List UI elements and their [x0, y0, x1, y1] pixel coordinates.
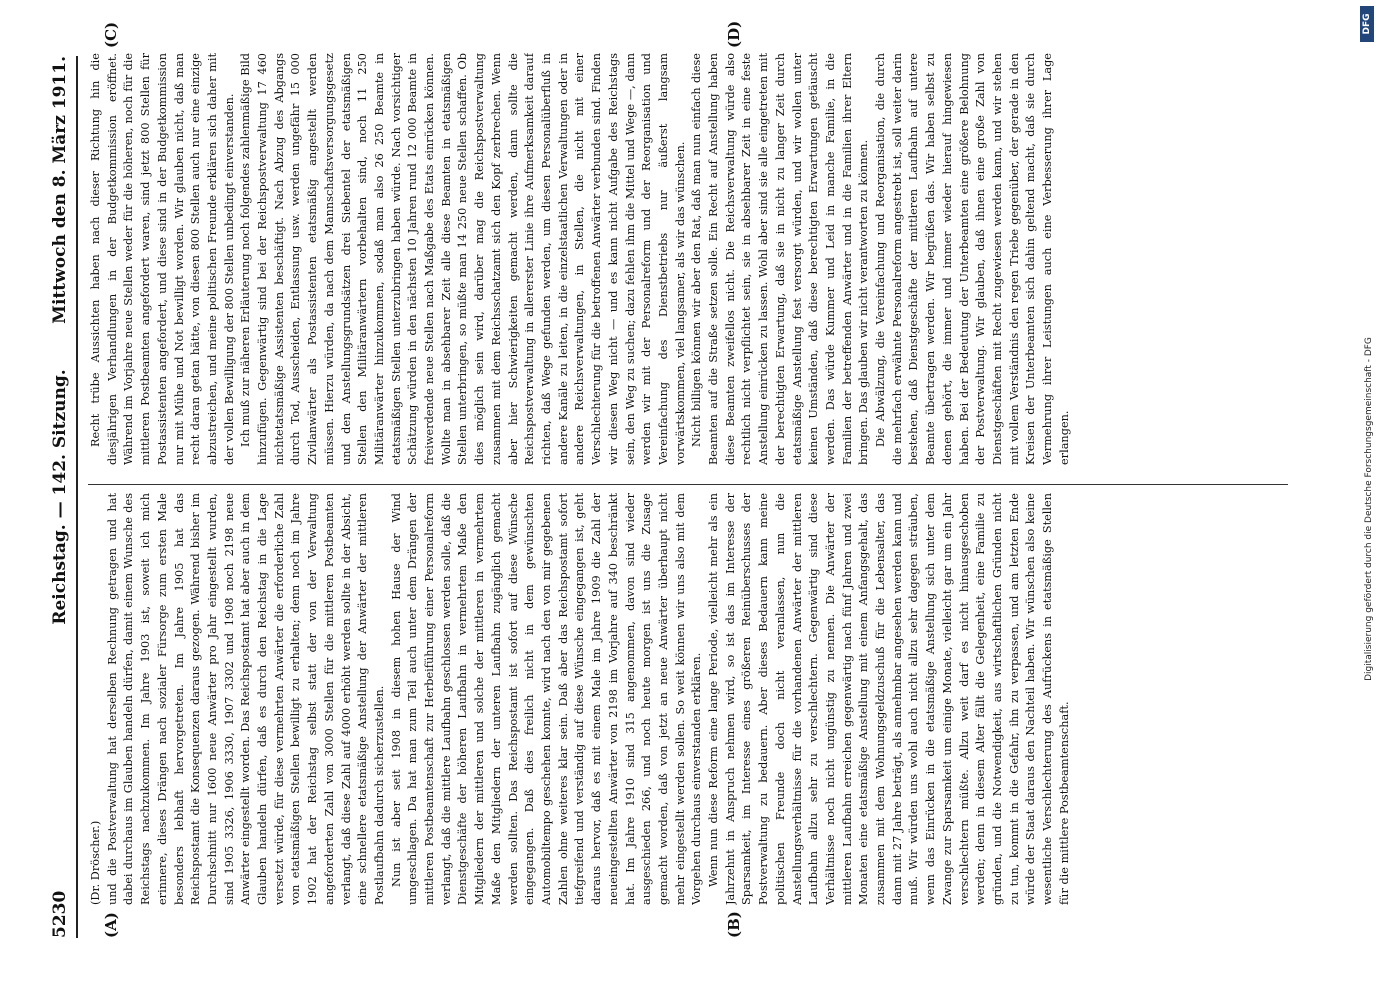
text-column-left	[88, 493, 1288, 905]
session-title: Reichstag. — 142. Sitzung.	[50, 369, 70, 625]
digitization-credit: Digitalisierung gefördert durch die Deutsche Forschungsgemeinschaft - DFG	[1364, 337, 1374, 681]
margin-letter-b: (B)	[725, 911, 743, 938]
session-date: Mittwoch den 8. März 1911.	[50, 56, 70, 324]
page-header	[50, 56, 72, 938]
margin-letter-c: (C)	[102, 21, 120, 48]
paragraph: Nicht billigen können wir aber den Rat, daß man nun einfach diese Beamten auf die Straße setzen solle. Ein Recht auf Anstellung haben diese Beamten zweifellos nicht. Die Reichsverwaltung würde also rechtlich nicht verpflichtet sein, sie in absehbarer Zeit in eine feste Anstellung einrücken zu lassen. Wohl aber sind sie alle eingetreten mit der berechtigten Erwartung, daß sie in nicht zu langer Zeit durch etatsmäßige Anstellung fest versorgt würden, und wir wollen unter keinen Umständen, daß diese berechtigten Erwartungen getäuscht werden. Das würde Kummer und Leid in manche Familie, in die Familien der betreffenden Anwärter und in die Familien ihrer Eltern bringen. Das glauben wir nicht verantworten zu können.	[690, 53, 871, 465]
page-number: 5230	[50, 890, 70, 938]
paragraph: Die Abwälzung, die Vereinfachung und Reorganisation, die durch die mehrfach erwähnte Personalreform angestrebt ist, soll weiter darin bestehen, daß Dienstgeschäfte der mittleren Laufbahn auf untere Beamte übertragen werden. Wir begrüßen das. Wir haben selbst zu denen gehört, die immer und immer wieder hierauf hingewiesen haben. Bei der Bedeutung der Unterbeamten eine größere Belohnung der Postverwaltung. Wir glauben, daß ihnen eine große Zahl von Dienstgeschäften mit Recht zugewiesen werden kann, und wir stehen mit vollem Verständnis den regen Triebe gegenüber, der gerade in den Kreisen der Unterbeamten sich dahin geltend macht, daß sie durch Vermehrung ihrer Leistungen auch eine Verbesserung ihrer Lage erlangen.	[874, 53, 1071, 465]
text-column-right	[88, 53, 1288, 465]
margin-letter-a: (A)	[102, 912, 120, 938]
dfg-logo: DFG	[1360, 6, 1374, 42]
paragraph: Recht trübe Aussichten haben nach dieser Richtung hin die diesjährigen Verhandlungen in der Budgetkommission eröffnet. Während im Vorjahre neue Stellen weder für die höheren, noch für die mittleren Postbeamten angefordert waren, sind jetzt 800 Stellen für Postassistenten angefordert, und diese sind in der Budgetkommission nur mit Mühe und Not bewilligt worden. Wir glauben nicht, daß man recht daran getan hätte, von diesen 800 Stellen auch nur eine einzige abzustreichen, und meine politischen Freunde erklären sich daher mit der vollen Bewilligung der 800 Stellen unbedingt einverstanden.	[89, 53, 236, 465]
paragraph: Wenn nun diese Reform eine lange Periode, vielleicht mehr als ein Jahrzehnt in Anspruch nehmen wird, so ist das im Interesse der Sparsamkeit, im Interesse eines größeren Reinüberschusses der Postverwaltung zu bedauern. Aber dieses Bedauern kann meine politischen Freunde doch nicht veranlassen, nun die Anstellungsverhältnisse für die vorhandenen Anwärter der mittleren Laufbahn allzu sehr zu verschlechtern. Gegenwärtig sind diese Verhältnisse noch nicht ungünstig zu nennen. Die Anwärter der mittleren Laufbahn erreichen gegenwärtig nach fünf Jahren und zwei Monaten eine etatsmäßige Anstellung mit einem Anfangsgehalt, das zusammen mit dem Wohnungsgeldzuschuß für die Lebensalter, das dann mit 27 Jahre beträgt, als annehmbar angesehen werden kann und muß. Wir würden uns wohl auch nicht allzu sehr dagegen sträuben, wenn das Einrücken in die etatsmäßige Anstellung sich unter dem Zwange zur Sparsamkeit um einige Monate, vielleicht gar um ein Jahr verschlechtern müßte. Allzu weit darf es nicht hinausgeschoben werden; denn in diesem Alter fällt die Gelegenheit, eine Familie zu gründen, und die Notwendigkeit, aus wirtschaftlichen Gründen nicht zu tun, kommt in die Gefahr, ihn zu verpassen, und am letzten Ende würde der Staat daraus den Nachteil haben. Wir wünschen also keine wesentliche Verschlechterung des Aufrückens in etatsmäßige Stellen für die mittlere Postbeamtenschaft.	[707, 493, 1071, 905]
header-rule	[76, 56, 78, 938]
paragraph: und die Postverwaltung hat derselben Rechnung getragen und hat dabei durchaus im Glauben handeln dürfen, damit einem Wunsche des Reichstags nachzukommen. Im Jahre 1903 ist, soweit ich mich erinnere, dieses Drängen nach sozialer Fürsorge zum ersten Male besonders lebhaft hervorgetreten. Im Jahre 1905 hat das Reichspostamt die Konsequenzen daraus gezogen. Während bisher im Durchschnitt nur 1600 neue Anwärter pro Jahr eingestellt wurden, sind 1905 3326, 1906 3330, 1907 3302 und 1908 noch 2198 neue Anwärter eingestellt worden. Das Reichspostamt hat aber auch in dem Glauben handeln dürfen, daß es durch den Reichstag in die Lage versetzt würde, für diese vermehrten Anwärter die erforderliche Zahl von etatsmäßigen Stellen bewilligt zu erhalten; denn noch im Jahre 1902 hat der Reichstag selbst statt der von der Verwaltung angeforderten Zahl von 3000 Stellen für die mittleren Postbeamten verlangt, daß diese Zahl auf 4000 erhöht werden sollte in der Absicht, eine schnellere etatsmäßige Anstellung der Anwärter der mittleren Postlaufbahn dadurch sicherzustellen.	[105, 493, 386, 905]
speaker-label: (Dr. Dröscher.)	[89, 820, 102, 905]
column-divider	[88, 484, 1288, 485]
paragraph: Nun ist aber seit 1908 in diesem hohen Hause der Wind umgeschlagen. Da hat man zum Teil auch unter dem Drängen der mittleren Postbeamtenschaft zur Herbeiführung einer Personalreform verlangt, daß die mittlere Laufbahn geschlossen werden solle, daß die Dienstgeschäfte der höheren Laufbahn in vermehrtem Maße den Mitgliedern der mittleren und solche der mittleren in vermehrtem Maße den Mitgliedern der unteren Laufbahn zugänglich gemacht werden sollten. Das Reichspostamt ist sofort auf diese Wünsche eingegangen. Daß dies freilich nicht in dem gewünschten Automobiltempo geschehen konnte, wird nach den von mir gegebenen Zahlen ohne weiteres klar sein. Daß aber das Reichspostamt sofort tiefgreifend und verständig auf diese Wünsche eingegangen ist, geht daraus hervor, daß es mit einem Male im Jahre 1909 die Zahl der neueingestellten Anwärter von 2198 im Vorjahre auf 340 beschränkt hat. Im Jahre 1910 sind 315 angenommen, davon sind wieder ausgeschieden 266, und noch heute morgen ist uns die Zusage gemacht worden, daß von jetzt an neue Anwärter überhaupt nicht mehr eingestellt werden sollen. So weit können wir uns also mit dem Vorgehen durchaus einverstanden erklären.	[389, 493, 704, 905]
margin-letter-d: (D)	[725, 20, 743, 48]
paragraph: Ich muß zur näheren Erläuterung noch folgendes zahlenmäßige Bild hinzufügen. Gegenwärtig sind bei der Reichspostverwaltung 17 460 nichtetatsmäßige Assistenten beschäftigt. Nach Abzug des Abgangs durch Tod, Ausscheiden, Entlassung usw. werden ungefähr 15 000 Zivilanwärter als Postassistenten etatsmäßig angestellt werden müssen. Hierzu würden, da nach dem Mannschaftsversorgungsgesetz und den Anstellungsgrundsätzen drei Siebentel der etatsmäßigen Stellen den Militäranwärtern vorbehalten sind, noch 11 250 Militäranwärter hinzukommen, sodaß man also 26 250 Beamte in etatsmäßigen Stellen unterzubringen haben würde. Nach vorsichtiger Schätzung würden in den nächsten 10 Jahren rund 12 000 Beamte in freiwerdende neue Stellen nach Maßgabe des Etats einrücken können. Wollte man in absehbarer Zeit alle diese Beamten in etatsmäßigen Stellen unterbringen, so müßte man 14 250 neue Stellen schaffen. Ob dies möglich sein wird, darüber mag die Reichspostverwaltung zusammen mit dem Reichsschatzamt sich den Kopf zerbrechen. Wenn aber hier Schwierigkeiten gemacht werden, dann sollte die Reichspostverwaltung in allererster Linie ihre Aufmerksamkeit darauf richten, daß Wege gefunden werden, um diesen Personalüberfluß in andere Kanäle zu leiten, in die einzelstaatlichen Verwaltungen oder in andere Reichsverwaltungen, in Stellen, die nicht mit einer Verschlechterung für die betroffenen Anwärter verbunden sind. Finden wir diesen Weg nicht — und es kann nicht Aufgabe des Reichstags sein, den Weg zu suchen; dazu fehlen ihm die Mittel und Wege —, dann werden wir mit der Personalreform und der Reorganisation und Vereinfachung des Dienstbetriebs nur äußerst langsam vorwärtskommen, viel langsamer, als wir das wünschen.	[239, 53, 687, 465]
